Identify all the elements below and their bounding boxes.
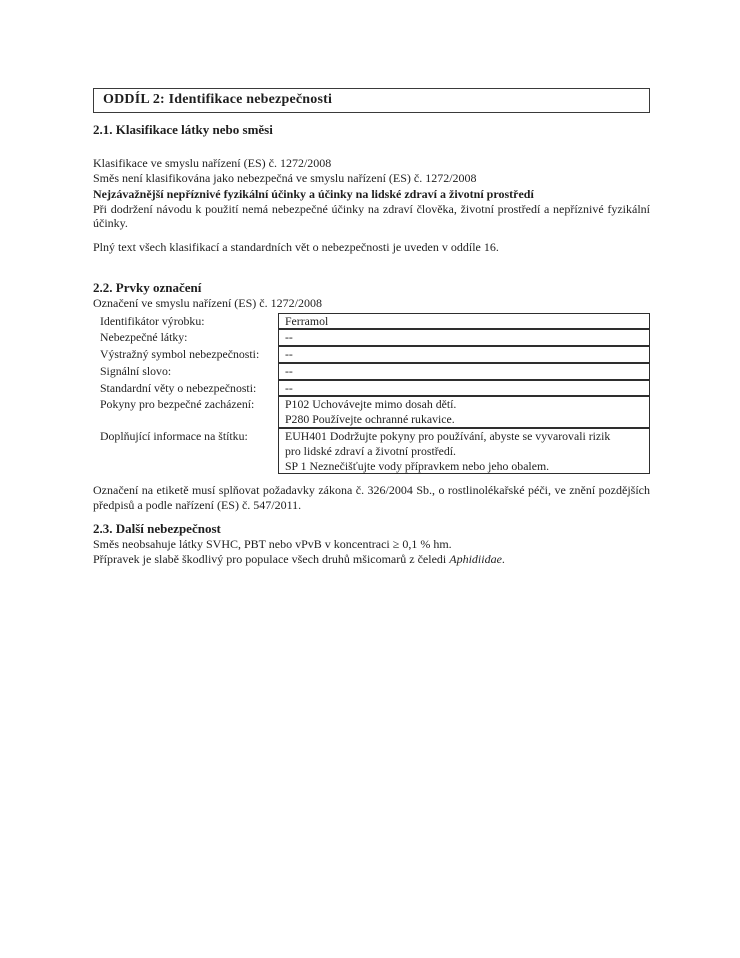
row-label: Standardní věty o nebezpečnosti:	[100, 380, 257, 395]
row-value-line: pro lidské zdraví a životní prostředí.	[285, 443, 457, 458]
row-label: Doplňující informace na štítku:	[100, 429, 248, 444]
table-row	[93, 396, 650, 428]
svhc-pbt-line: Směs neobsahuje látky SVHC, PBT nebo vPvB v koncentraci ≥ 0,1 % hm.	[93, 537, 452, 552]
section-2-header-box	[93, 88, 650, 113]
labelling-regulation-line: Označení ve smyslu nařízení (ES) č. 1272/2008	[93, 296, 322, 310]
aphidiidae-line-text: Přípravek je slabě škodlivý pro populace všech druhů mšicomarů z čeledi	[93, 551, 450, 566]
table-row	[93, 329, 650, 346]
aphidiidae-line-end: .	[501, 551, 505, 566]
row-value-line: --	[285, 363, 293, 378]
row-value-line: --	[285, 347, 293, 362]
row-label: Výstražný symbol nebezpečnosti:	[100, 347, 260, 362]
adverse-effects-subheading: Nejzávažnější nepříznivé fyzikální účinky a účinky na lidské zdraví a životní prostředí	[93, 187, 534, 201]
section-2-title: ODDÍL 2: Identifikace nebezpečnosti	[103, 92, 333, 107]
row-value-line: Ferramol	[285, 313, 329, 328]
label-elements-table	[93, 313, 650, 475]
page-content	[93, 88, 650, 566]
row-value-box	[278, 329, 650, 346]
heading-2-2: 2.2. Prvky označení	[93, 280, 202, 295]
table-row	[93, 346, 650, 363]
table-row	[93, 380, 650, 397]
heading-2-3: 2.3. Další nebezpečnost	[93, 521, 221, 537]
row-value-line: P280 Používejte ochranné rukavice.	[285, 412, 455, 427]
row-label: Signální slovo:	[100, 363, 172, 378]
row-value-line: --	[285, 330, 293, 345]
table-row	[93, 428, 650, 474]
heading-2-1: 2.1. Klasifikace látky nebo směsi	[93, 122, 273, 137]
row-value-box	[278, 313, 650, 330]
classification-regulation-line: Klasifikace ve smyslu nařízení (ES) č. 1272/2008	[93, 156, 332, 170]
row-value-box	[278, 380, 650, 397]
row-value-box	[278, 346, 650, 363]
species-name: Aphidiidae	[449, 551, 502, 566]
table-row	[93, 363, 650, 380]
table-row	[93, 313, 650, 330]
row-value-box	[278, 363, 650, 380]
row-value-line: --	[285, 380, 293, 395]
row-value-line: SP 1 Neznečišťujte vody přípravkem nebo jeho obalem.	[285, 458, 550, 473]
classification-statement-line: Směs není klasifikována jako nebezpečná ve smyslu nařízení (ES) č. 1272/2008	[93, 170, 477, 185]
full-text-note: Plný text všech klasifikací a standardních vět o nebezpečnosti je uveden v oddíle 16.	[93, 239, 499, 254]
adverse-effects-paragraph: Při dodržení návodu k použití nemá nebezpečné účinky na zdraví člověka, životní prostředí a nepříznivé fyzikální účinky.	[93, 201, 650, 230]
row-value-box	[278, 428, 650, 474]
row-label: Nebezpečné látky:	[100, 330, 188, 345]
row-label: Pokyny pro bezpečné zacházení:	[100, 397, 255, 412]
row-value-line: P102 Uchovávejte mimo dosah dětí.	[285, 397, 457, 412]
labelling-requirements-paragraph: Označení na etiketě musí splňovat požadavky zákona č. 326/2004 Sb., o rostlinolékařské péči, ve znění pozdějších předpisů a podle nařízení (ES) č. 547/2011.	[93, 483, 650, 512]
aphidiidae-line	[93, 552, 650, 567]
row-value-line: EUH401 Dodržujte pokyny pro používání, abyste se vyvarovali rizik	[285, 429, 611, 444]
row-value-box	[278, 396, 650, 428]
row-label: Identifikátor výrobku:	[100, 313, 205, 328]
